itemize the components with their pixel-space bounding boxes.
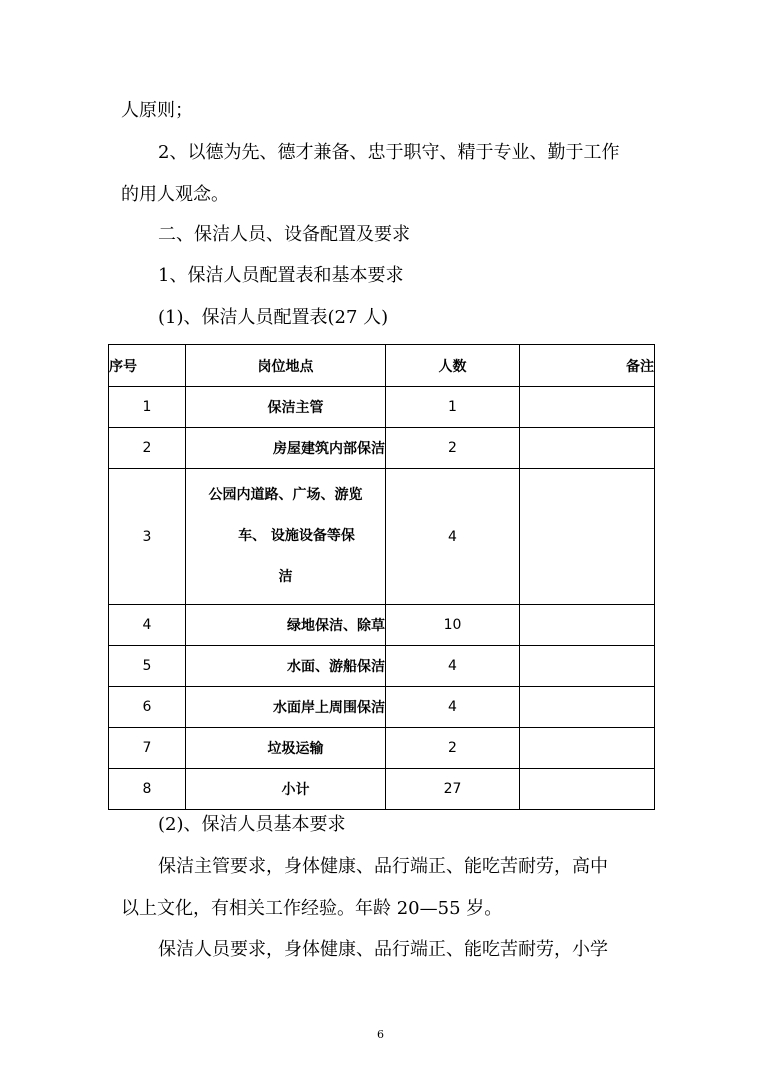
header-no: 序号 — [109, 345, 186, 387]
cell-note — [520, 605, 655, 646]
table-row — [109, 428, 655, 469]
section-heading: 二、保洁人员、设备配置及要求 — [158, 224, 410, 245]
cell-note — [520, 469, 655, 605]
cell-location-line: 洁 — [278, 569, 293, 585]
cell-location: 垃圾运输 — [186, 728, 386, 769]
header-count: 人数 — [386, 345, 520, 387]
paragraph-line: 以上文化，有相关工作经验。年龄 20—55 岁。 — [121, 898, 503, 919]
cell-no: 5 — [109, 646, 186, 687]
cell-location: 水面、游船保洁 — [186, 646, 386, 687]
header-location: 岗位地点 — [186, 345, 386, 387]
cell-no: 6 — [109, 687, 186, 728]
cell-count: 2 — [386, 728, 520, 769]
paragraph-line: 的用人观念。 — [121, 184, 229, 205]
cell-note — [520, 387, 655, 428]
cell-location-line: 车、 设施设备等保 — [238, 528, 355, 544]
subsection-heading: 1、保洁人员配置表和基本要求 — [158, 265, 404, 286]
cell-location: 绿地保洁、除草 — [186, 605, 386, 646]
staff-allocation-table — [108, 344, 655, 810]
header-note: 备注 — [520, 345, 655, 387]
paragraph-line: 保洁人员要求，身体健康、品行端正、能吃苦耐劳，小学 — [158, 939, 608, 960]
cell-count: 27 — [386, 769, 520, 810]
table-caption: (1)、保洁人员配置表(27 人) — [158, 307, 389, 328]
cell-count: 4 — [386, 469, 520, 605]
subsection-heading: (2)、保洁人员基本要求 — [158, 814, 346, 835]
cell-count: 4 — [386, 687, 520, 728]
cell-no: 7 — [109, 728, 186, 769]
table-header-row — [109, 345, 655, 387]
cell-count: 1 — [386, 387, 520, 428]
table-row — [109, 687, 655, 728]
cell-location: 小计 — [186, 769, 386, 810]
cell-note — [520, 769, 655, 810]
table-row — [109, 769, 655, 810]
cell-note — [520, 687, 655, 728]
cell-count: 2 — [386, 428, 520, 469]
cell-no: 4 — [109, 605, 186, 646]
table-row — [109, 605, 655, 646]
cell-no: 1 — [109, 387, 186, 428]
table-row — [109, 469, 655, 605]
paragraph-line: 保洁主管要求，身体健康、品行端正、能吃苦耐劳，高中 — [158, 856, 608, 877]
cell-count: 10 — [386, 605, 520, 646]
cell-location: 房屋建筑内部保洁 — [186, 428, 386, 469]
page-number: 6 — [377, 1028, 384, 1041]
cell-location — [186, 469, 386, 605]
cell-location-line: 公园内道路、广场、游览 — [208, 487, 363, 503]
cell-location: 水面岸上周围保洁 — [186, 687, 386, 728]
cell-count: 4 — [386, 646, 520, 687]
cell-no: 2 — [109, 428, 186, 469]
table-row — [109, 387, 655, 428]
paragraph-line: 人原则； — [121, 100, 193, 121]
cell-location: 保洁主管 — [186, 387, 386, 428]
paragraph-line: 2、以德为先、德才兼备、忠于职守、精于专业、勤于工作 — [158, 142, 620, 163]
table-row — [109, 646, 655, 687]
cell-note — [520, 728, 655, 769]
table-row — [109, 728, 655, 769]
cell-no: 3 — [109, 469, 186, 605]
cell-note — [520, 646, 655, 687]
cell-note — [520, 428, 655, 469]
cell-no: 8 — [109, 769, 186, 810]
